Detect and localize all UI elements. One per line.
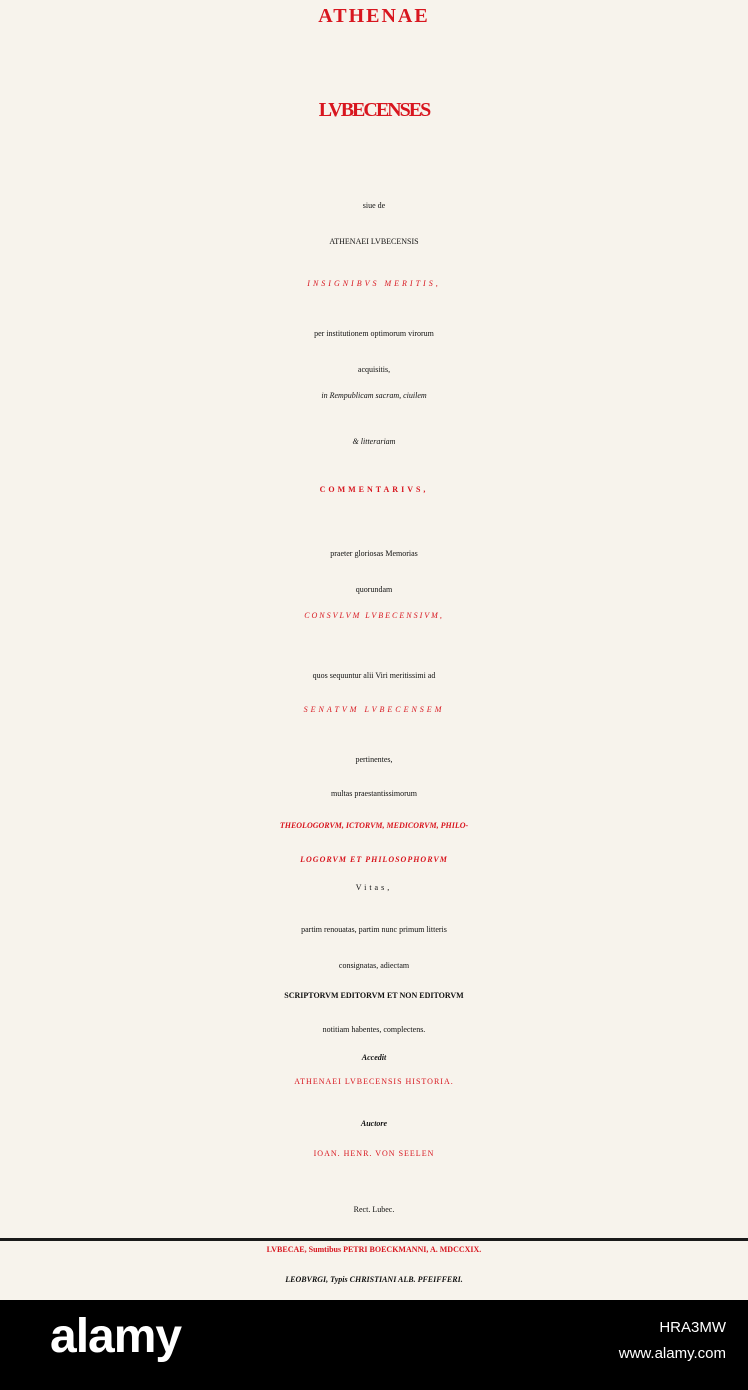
title-senatum-lubecensem: SENATVM LVBECENSEM (303, 705, 445, 714)
text-pertinentes: pertinentes, (355, 755, 393, 764)
subtitle-siue-de: siue de (362, 201, 386, 210)
text-auctore: Auctore (360, 1119, 388, 1128)
text-in-rempublicam: in Rempublicam sacram, ciuilem (321, 391, 427, 400)
subtitle-insignibus-meritis: INSIGNIBVS MERITIS, (307, 279, 441, 288)
text-partim-renouatas: partim renouatas, partim nunc primum litteris (301, 925, 447, 934)
text-quos-sequuntur: quos sequuntur alii Viri meritissimi ad (312, 671, 436, 680)
watermark-url: www.alamy.com (618, 1345, 726, 1362)
text-multas: multas praestantissimorum (331, 789, 417, 798)
list-logorum: LOGORVM ET PHILOSOPHORVM (300, 855, 448, 864)
list-theologorum: THEOLOGORVM, ICTORVM, MEDICORVM, PHILO- (279, 821, 469, 830)
title-athenaei-historia: ATHENAEI LVBECENSIS HISTORIA. (294, 1077, 454, 1086)
text-notitiam: notitiam habentes, complectens. (322, 1025, 426, 1034)
text-scriptorum-editorum: SCRIPTORVM EDITORVM ET NON EDITORVM (284, 991, 464, 1000)
text-accedit: Accedit (361, 1053, 387, 1062)
text-litterariam: & litterariam (352, 437, 396, 446)
text-consignatas: consignatas, adiectam (338, 961, 410, 970)
title-athenae: ATHENAE (318, 5, 430, 27)
title-consulum-lubecensium: CONSVLVM LVBECENSIVM, (304, 611, 444, 620)
author-name: IOAN. HENR. VON SEELEN (313, 1149, 435, 1158)
watermark-image-id: HRA3MW (659, 1319, 726, 1336)
text-vitas: Vitas, (355, 883, 393, 892)
text-quorundam: quorundam (355, 585, 393, 594)
title-commentarius: COMMENTARIVS, (319, 485, 429, 494)
title-lubecenses: LVBECENSES (318, 99, 430, 121)
watermark-logo: alamy (50, 1310, 182, 1363)
imprint-publisher: LVBECAE, Sumtibus PETRI BOECKMANNI, A. MDCCXIX. (266, 1245, 482, 1254)
imprint-printer: LEOBVRGI, Typis CHRISTIANI ALB. PFEIFFERI. (285, 1275, 463, 1284)
text-rect-lubec: Rect. Lubec. (353, 1205, 395, 1214)
text-per-institutionem: per institutionem optimorum virorum (314, 329, 434, 338)
text-praeter-gloriosas: praeter gloriosas Memorias (330, 549, 418, 558)
divider-rule (0, 1238, 748, 1241)
text-acquisitis: acquisitis, (357, 365, 391, 374)
subtitle-athenaei-lubecensis: ATHENAEI LVBECENSIS (329, 237, 419, 246)
